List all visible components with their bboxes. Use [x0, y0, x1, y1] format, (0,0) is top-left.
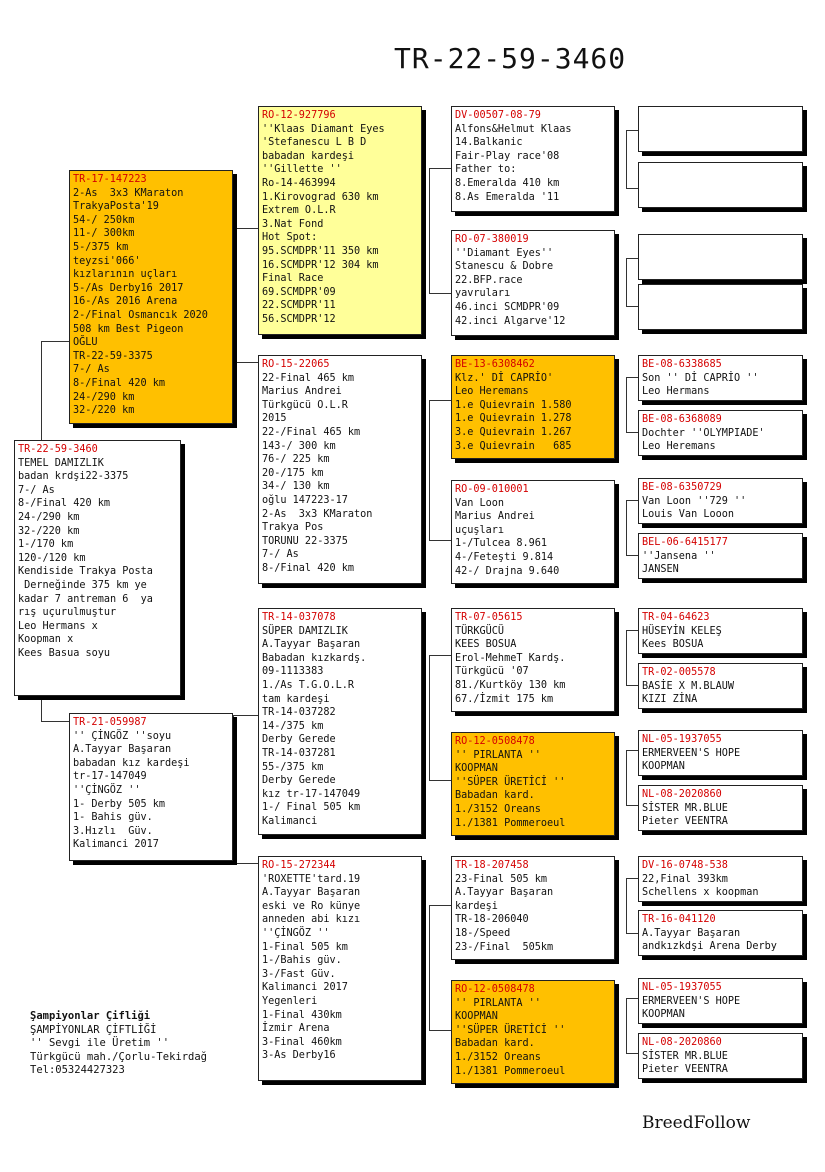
pedigree-line: 24-/290 km [73, 391, 135, 403]
ring-number: BEL-06-6415177 [642, 537, 728, 548]
pedigree-card-grandsire[interactable] [258, 106, 422, 335]
pedigree-line: KEES BOSUA [455, 639, 517, 651]
pedigree-line: 7-/ As [18, 484, 55, 496]
connector [429, 905, 451, 906]
pedigree-line: 8.As Emeralda '11 [455, 191, 560, 203]
pedigree-line: SÜPER DAMIZLIK [262, 625, 348, 637]
connector [626, 630, 638, 631]
ring-number: RO-12-0508478 [455, 984, 535, 995]
pedigree-line: Stanescu & Dobre [455, 261, 554, 273]
pedigree-line: 67./İzmit 175 km [455, 693, 554, 705]
pedigree-line: 8-/Final 420 km [73, 377, 166, 389]
pedigree-card-gen4[interactable] [638, 1033, 803, 1079]
connector [429, 540, 451, 541]
pedigree-line: A.Tayyar Başaran [642, 927, 741, 939]
pedigree-line: 1-Final 430km [262, 1009, 342, 1021]
pedigree-line: A.Tayyar Başaran [455, 887, 554, 899]
pedigree-line: ''Gillette '' [262, 164, 342, 176]
pedigree-line: ''Diamant Eyes'' [455, 247, 554, 259]
pedigree-line: 42-/ Drajna 9.640 [455, 565, 560, 577]
pedigree-line: 1- Derby 505 km [73, 798, 166, 810]
pedigree-card-gen4[interactable] [638, 478, 803, 524]
pedigree-card-empty[interactable] [638, 106, 803, 152]
pedigree-line: Dochter ''OLYMPIADE' [642, 427, 765, 439]
connector [626, 878, 638, 879]
ring-number: NL-05-1937055 [642, 982, 722, 993]
ring-number: TR-17-147223 [73, 174, 147, 185]
pedigree-line: 8-/Final 420 km [18, 498, 111, 510]
ring-number: NL-05-1937055 [642, 734, 722, 745]
ring-number: BE-08-6350729 [642, 482, 722, 493]
pedigree-card-gen4[interactable] [638, 663, 803, 709]
pedigree-line: Derby Gerede [262, 775, 336, 787]
pedigree-line: 42.inci Algarve'12 [455, 315, 566, 327]
pedigree-card-gen3[interactable] [451, 480, 615, 584]
connector [626, 555, 638, 556]
connector [626, 432, 638, 433]
pedigree-card-empty[interactable] [638, 234, 803, 280]
connector [233, 863, 258, 864]
pedigree-line: 1-/170 km [18, 539, 74, 551]
pedigree-card-gen4[interactable] [638, 785, 803, 831]
ring-number: RO-15-272344 [262, 860, 336, 871]
connector [626, 188, 638, 189]
pedigree-line: 09-1113383 [262, 666, 324, 678]
pedigree-line: 54-/ 250km [73, 214, 135, 226]
pedigree-line: KOOPMAN [642, 1009, 685, 1021]
pedigree-line: JANSEN [642, 564, 679, 576]
pedigree-card-gen4[interactable] [638, 910, 803, 956]
pedigree-line: Babadan kard. [455, 790, 535, 802]
pedigree-line: ''Jansena '' [642, 550, 716, 562]
pedigree-line: TÜRKGÜCÜ [455, 625, 505, 637]
pedigree-card-gen4[interactable] [638, 978, 803, 1024]
pedigree-line: 143-/ 300 km [262, 440, 336, 452]
pedigree-line: 46.inci SCMDPR'09 [455, 301, 560, 313]
pedigree-line: 1- Bahis güv. [73, 812, 153, 824]
pedigree-line: yavruları [455, 288, 511, 300]
breeder-info [30, 1010, 207, 1078]
connector [626, 933, 638, 934]
pedigree-line: Pieter VEENTRA [642, 816, 728, 828]
connector [626, 998, 638, 999]
ring-number: BE-08-6368089 [642, 414, 722, 425]
pedigree-line: badan krdşi22-3375 [18, 471, 129, 483]
pedigree-line: 20-/175 km [262, 467, 324, 479]
ring-number: TR-02-005578 [642, 667, 716, 678]
pedigree-line: TrakyaPosta'19 [73, 201, 159, 213]
pedigree-line: HÜSEYİN KELEŞ [642, 625, 722, 637]
connector [626, 805, 638, 806]
pedigree-line: 81./Kurtköy 130 km [455, 679, 566, 691]
ring-number: TR-22-59-3460 [18, 444, 98, 455]
pedigree-line: Final Race [262, 273, 324, 285]
breeder-name-upper: ŞAMPİYONLAR ÇİFTLİĞİ [30, 1023, 157, 1036]
pedigree-line: 11-/ 300km [73, 228, 135, 240]
pedigree-line: Marius Andrei [262, 386, 342, 398]
pedigree-card-empty[interactable] [638, 284, 803, 330]
pedigree-line: TR-14-037282 [262, 707, 336, 719]
connector [626, 500, 638, 501]
pedigree-line: Leo Heremans [455, 386, 529, 398]
pedigree-card-gen3[interactable] [451, 106, 615, 212]
pedigree-line: 95.SCMDPR'11 350 km [262, 245, 379, 257]
connector [41, 341, 69, 342]
pedigree-line: 56.SCMDPR'12 [262, 313, 336, 325]
connector [626, 1053, 638, 1054]
pedigree-line: KOOPMAN [455, 1011, 498, 1023]
pedigree-line: 4-/Feteşti 9.814 [455, 551, 554, 563]
pedigree-line: 16.SCMDPR'12 304 km [262, 259, 379, 271]
pedigree-line: oğlu 147223-17 [262, 494, 348, 506]
connector [429, 1030, 451, 1031]
pedigree-line: 2-As 3x3 KMaraton [262, 508, 373, 520]
pedigree-line: 1-/Tulcea 8.961 [455, 538, 548, 550]
pedigree-line: TORUNU 22-3375 [262, 535, 348, 547]
pedigree-line: 69.SCMDPR'09 [262, 286, 336, 298]
pedigree-line: Kendiside Trakya Posta [18, 566, 153, 578]
pedigree-line: Marius Andrei [455, 511, 535, 523]
ring-number: TR-14-037078 [262, 612, 336, 623]
connector [626, 500, 627, 555]
pedigree-card-gen4[interactable] [638, 410, 803, 456]
pedigree-card-subject[interactable] [14, 440, 181, 696]
pedigree-line: '' ÇİNGÖZ ''soyu [73, 730, 172, 742]
pedigree-line: 1-Final 505 km [262, 941, 348, 953]
pedigree-card-gen3[interactable] [451, 355, 615, 459]
pedigree-line: TEMEL DAMIZLIK [18, 457, 104, 469]
pedigree-line: 1./3152 Oreans [455, 1051, 541, 1063]
pedigree-line: '' PIRLANTA '' [455, 749, 541, 761]
ring-number: TR-07-05615 [455, 612, 523, 623]
pedigree-line: 8-/Final 420 km [262, 562, 355, 574]
pedigree-line: ''ÇİNGÖZ '' [262, 927, 330, 939]
pedigree-line: SİSTER MR.BLUE [642, 802, 728, 814]
pedigree-card-grandsire[interactable] [258, 608, 422, 835]
pedigree-line: Louis Van Looon [642, 509, 735, 521]
pedigree-card-gen4[interactable] [638, 355, 803, 401]
pedigree-line: '' PIRLANTA '' [455, 997, 541, 1009]
ring-number: TR-18-207458 [455, 860, 529, 871]
pedigree-line: 1./1381 Pommeroeul [455, 817, 566, 829]
ring-number: DV-16-0748-538 [642, 860, 728, 871]
connector [626, 377, 638, 378]
pedigree-line: 1.e Quievrain 1.278 [455, 413, 572, 425]
connector [429, 655, 430, 780]
pedigree-line: 1.e Quievrain 1.580 [455, 399, 572, 411]
pedigree-line: 5-/375 km [73, 241, 129, 253]
pedigree-line: kız tr-17-147049 [262, 788, 361, 800]
pedigree-line: 23-/Final 505km [455, 941, 554, 953]
connector [626, 998, 627, 1053]
pedigree-line: 3-Final 460km [262, 1036, 342, 1048]
pedigree-line: 14.Balkanic [455, 137, 523, 149]
pedigree-line: Van Loon [455, 497, 505, 509]
pedigree-card-gen4[interactable] [638, 856, 803, 902]
pedigree-line: 32-/220 km [18, 525, 80, 537]
pedigree-line: 1.Kirovograd 630 km [262, 191, 379, 203]
connector [429, 293, 451, 294]
pedigree-line: 34-/ 130 km [262, 481, 330, 493]
pedigree-line: 1./3152 Oreans [455, 803, 541, 815]
pedigree-line: 22-Final 465 km [262, 372, 355, 384]
connector [429, 168, 451, 169]
pedigree-line: A.Tayyar Başaran [262, 887, 361, 899]
pedigree-line: 1-/Bahis güv. [262, 955, 342, 967]
ring-number: RO-12-927796 [262, 110, 336, 121]
pedigree-line: 14-/375 km [262, 720, 324, 732]
pedigree-line: 3.e Quievrain 1.267 [455, 426, 572, 438]
pedigree-line: Yegenleri [262, 995, 318, 1007]
pedigree-line: Trakya Pos [262, 522, 324, 534]
pedigree-line: Son '' Dİ CAPRİO '' [642, 372, 759, 384]
pedigree-line: A.Tayyar Başaran [73, 744, 172, 756]
pedigree-line: 32-/220 km [73, 405, 135, 417]
pedigree-line: Leo Hermans [642, 386, 710, 398]
ring-number: RO-15-22065 [262, 359, 330, 370]
connector [233, 228, 234, 362]
pedigree-line: 18-/Speed [455, 927, 511, 939]
pedigree-card-dam[interactable] [69, 713, 233, 861]
pedigree-line: Hot Spot: [262, 232, 318, 244]
pedigree-line: Kees Basua soyu [18, 647, 111, 659]
pedigree-line: Kalimanci 2017 [73, 839, 159, 851]
pedigree-line: 2-/Final Osmancık 2020 [73, 309, 208, 321]
pedigree-line: 508 km Best Pigeon [73, 323, 184, 335]
pedigree-line: ERMERVEEN'S HOPE [642, 995, 741, 1007]
pedigree-line: 22-/Final 465 km [262, 426, 361, 438]
pedigree-line: Alfons&Helmut Klaas [455, 123, 572, 135]
pedigree-line: ERMERVEEN'S HOPE [642, 747, 741, 759]
pedigree-line: Erol-MehmeT Kardş. [455, 652, 566, 664]
pedigree-line: kadar 7 antreman 6 ya [18, 593, 153, 605]
pedigree-line: Leo Hermans x [18, 620, 98, 632]
connector [233, 715, 234, 863]
ring-number: BE-13-6308462 [455, 359, 535, 370]
pedigree-line: Kalimanci [262, 815, 318, 827]
connector [429, 905, 430, 1030]
pedigree-line: 1./As T.G.O.L.R [262, 679, 355, 691]
pedigree-line: 22.SCMDPR'11 [262, 300, 336, 312]
connector [233, 228, 258, 229]
connector [429, 655, 451, 656]
pedigree-line: KIZI ZİNA [642, 694, 698, 706]
connector [233, 715, 258, 716]
pedigree-line: 3.e Quievrain 685 [455, 440, 572, 452]
pedigree-card-gen3[interactable] [451, 856, 615, 960]
pedigree-line: A.Tayyar Başaran [262, 639, 361, 651]
ring-number: BE-08-6338685 [642, 359, 722, 370]
pedigree-line: 2-As 3x3 KMaraton [73, 187, 184, 199]
connector [626, 258, 638, 259]
connector [626, 130, 638, 131]
pedigree-line: andkızkdşi Arena Derby [642, 941, 777, 953]
connector [41, 697, 42, 721]
pedigree-card-gen3[interactable] [451, 608, 615, 712]
pedigree-line: TR-22-59-3375 [73, 350, 153, 362]
pedigree-line: ''ÇİNGÖZ '' [73, 784, 141, 796]
pedigree-card-gen4[interactable] [638, 730, 803, 776]
pedigree-card-sire[interactable] [69, 170, 233, 424]
ring-number: TR-16-041120 [642, 914, 716, 925]
ring-number: RO-07-380019 [455, 234, 529, 245]
connector [626, 750, 638, 751]
connector [41, 341, 42, 441]
pedigree-line: 3-As Derby16 [262, 1050, 336, 1062]
pedigree-card-granddam[interactable] [258, 355, 422, 584]
pedigree-line: ''Klaas Diamant Eyes [262, 123, 385, 135]
pedigree-line: 22,Final 393km [642, 873, 728, 885]
connector [626, 377, 627, 432]
pedigree-line: OĞLU [73, 337, 98, 349]
pedigree-card-gen3[interactable] [451, 980, 615, 1084]
pedigree-line: BASİE X M.BLAUW [642, 680, 735, 692]
connector [429, 400, 430, 540]
pedigree-line: kızlarının uçları [73, 269, 178, 281]
ring-number: TR-04-64623 [642, 612, 710, 623]
pedigree-line: Koopman x [18, 634, 74, 646]
pedigree-line: 3-/Fast Güv. [262, 968, 336, 980]
pedigree-line: KOOPMAN [642, 761, 685, 773]
pedigree-card-empty[interactable] [638, 162, 803, 208]
pedigree-line: eski ve Ro künye [262, 900, 361, 912]
pedigree-line: 1-/ Final 505 km [262, 802, 361, 814]
pedigree-line: 22.BFP.race [455, 274, 523, 286]
pedigree-line: Father to: [455, 164, 517, 176]
pedigree-line: 16-/As 2016 Arena [73, 296, 178, 308]
pedigree-card-granddam[interactable] [258, 856, 422, 1081]
pedigree-line: Kalimanci 2017 [262, 982, 348, 994]
brand-logo-text: BreedFollow [642, 1113, 751, 1133]
pedigree-line: Türkgücü '07 [455, 666, 529, 678]
breeder-name: Şampiyonlar Çifliği [30, 1010, 151, 1022]
pedigree-line: Fair-Play race'08 [455, 150, 560, 162]
pedigree-title: TR-22-59-3460 [394, 42, 627, 75]
pedigree-card-gen3[interactable] [451, 732, 615, 836]
pedigree-line: 7-/ As [73, 364, 110, 376]
pedigree-line: 55-/375 km [262, 761, 324, 773]
pedigree-line: 2015 [262, 413, 287, 425]
pedigree-line: Pieter VEENTRA [642, 1064, 728, 1076]
pedigree-line: 120-/120 km [18, 552, 86, 564]
pedigree-line: 3.Nat Fond [262, 218, 324, 230]
pedigree-line: 76-/ 225 km [262, 454, 330, 466]
connector [626, 685, 638, 686]
pedigree-line: 3.Hızlı Güv. [73, 825, 153, 837]
pedigree-card-gen4[interactable] [638, 608, 803, 654]
pedigree-line: Van Loon ''729 '' [642, 495, 747, 507]
pedigree-line: kardeşi [455, 900, 498, 912]
ring-number: RO-09-010001 [455, 484, 529, 495]
pedigree-line: 8.Emeralda 410 km [455, 177, 560, 189]
pedigree-line: İzmir Arena [262, 1023, 330, 1035]
pedigree-line: 24-/290 km [18, 511, 80, 523]
pedigree-line: 7-/ As [262, 549, 299, 561]
pedigree-line: rış uçurulmuştur [18, 607, 117, 619]
pedigree-line: ''SÜPER ÜRETİCİ '' [455, 776, 566, 788]
pedigree-line: 'Stefanescu L B D [262, 137, 367, 149]
connector [626, 878, 627, 933]
connector [429, 780, 451, 781]
ring-number: NL-08-2020860 [642, 1037, 722, 1048]
pedigree-line: Ro-14-463994 [262, 177, 336, 189]
pedigree-line: Babadan kard. [455, 1038, 535, 1050]
connector [626, 130, 627, 188]
pedigree-line: teyzsi'066' [73, 255, 141, 267]
connector [429, 168, 430, 293]
pedigree-card-gen3[interactable] [451, 230, 615, 336]
pedigree-line: SİSTER MR.BLUE [642, 1050, 728, 1062]
pedigree-line: anneden abi kızı [262, 914, 361, 926]
ring-number: RO-12-0508478 [455, 736, 535, 747]
connector [626, 750, 627, 805]
pedigree-line: Derby Gerede [262, 734, 336, 746]
pedigree-line: Schellens x koopman [642, 887, 759, 899]
breeder-address: Türkgücü mah./Çorlu-Tekirdağ [30, 1050, 208, 1063]
pedigree-line: Türkgücü O.L.R [262, 399, 348, 411]
ring-number: TR-21-059987 [73, 717, 147, 728]
pedigree-line: uçuşları [455, 524, 505, 536]
pedigree-line: Extrem O.L.R [262, 205, 336, 217]
pedigree-line: KOOPMAN [455, 763, 498, 775]
pedigree-line: 'ROXETTE'tard.19 [262, 873, 361, 885]
ring-number: NL-08-2020860 [642, 789, 722, 800]
breeder-slogan: '' Sevgi ile Üretim '' [30, 1037, 170, 1049]
ring-number: DV-00507-08-79 [455, 110, 541, 121]
pedigree-line: babadan kardeşi [262, 150, 355, 162]
connector [626, 258, 627, 306]
connector [626, 630, 627, 685]
pedigree-line: TR-18-206040 [455, 914, 529, 926]
pedigree-line: Leo Heremans [642, 441, 716, 453]
pedigree-line: Kees BOSUA [642, 639, 704, 651]
pedigree-line: tr-17-147049 [73, 771, 147, 783]
pedigree-card-gen4[interactable] [638, 533, 803, 579]
pedigree-line: 5-/As Derby16 2017 [73, 282, 184, 294]
pedigree-line: Derneğinde 375 km ye [18, 579, 147, 591]
connector [233, 362, 258, 363]
pedigree-line: Babadan kızkardş. [262, 652, 367, 664]
connector [429, 400, 451, 401]
pedigree-line: 1./1381 Pommeroeul [455, 1065, 566, 1077]
pedigree-line: TR-14-037281 [262, 747, 336, 759]
pedigree-line: ''SÜPER ÜRETİCİ '' [455, 1024, 566, 1036]
connector [626, 306, 638, 307]
breeder-phone: Tel:05324427323 [30, 1064, 125, 1076]
connector [41, 721, 69, 722]
pedigree-line: 23-Final 505 km [455, 873, 548, 885]
pedigree-line: tam kardeşi [262, 693, 330, 705]
pedigree-line: Klz.' Dİ CAPRİO' [455, 372, 554, 384]
pedigree-line: babadan kız kardeşi [73, 757, 190, 769]
